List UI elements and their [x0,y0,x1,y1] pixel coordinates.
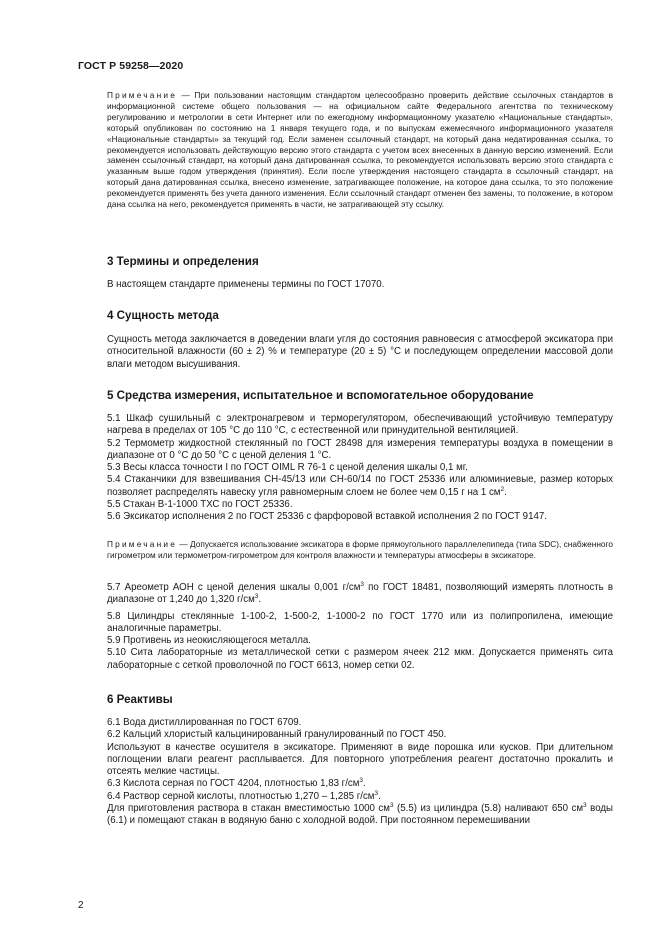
item-6-4-text: Для приготовления раствора в стакан вместимостью 1000 $см^3$ (5.5) из цилиндра (5.8) наливают 650 $см^3$ воды (6.1) и помещают стакан в водяную баню с холодной водой. При постоянном перемешивании [107,801,613,827]
document-header: ГОСТ Р 59258—2020 [78,60,184,72]
item-6-2: 6.2 Кальций хлористый кальцинированный гранулированный по ГОСТ 450. [107,729,447,741]
item-5-7: 5.7 Ареометр АОН с ценой деления шкалы 0,001 $г/см^3$ по ГОСТ 18481, позволяющий измерять плотность в диапазоне от 1,240 до 1,320 $г/см^3$. [107,580,613,606]
item-6-3: 6.3 Кислота серная по ГОСТ 4204, плотностью 1,83 $г/см^3$. [107,777,366,790]
note-5-6: Примечание — Допускается использование эксикатора в форме прямоугольного параллелепипеда (типа SDC), снабженного гигрометром или термометром-гигрометром для контроля влажности и температуры атмосферы в эксикаторе. [107,539,613,560]
section-3-heading: 3 Термины и определения [107,255,259,268]
note-references [78,90,613,210]
item-5-5: 5.5 Стакан В-1-1000 ТХС по ГОСТ 25336. [107,499,293,511]
section-4-heading: 4 Сущность метода [107,309,219,322]
section-6-heading: 6 Реактивы [107,693,173,706]
item-5-9: 5.9 Противень из неокисляющегося металла. [107,635,311,647]
section-4-text: Сущность метода заключается в доведении влаги угля до состояния равновесия с атмосферой эксикатора при относительной влажности (60 ± 2) % и температуре (20 ± 5) °С и последующем определении массовой доли влаги методом высушивания. [107,334,613,370]
item-5-6: 5.6 Эксикатор исполнения 2 по ГОСТ 25336 с фарфоровой вставкой исполнения 2 по ГОСТ 9147. [107,511,547,523]
item-5-1: 5.1 Шкаф сушильный с электронагревом и терморегулятором, обеспечивающий устойчивую температуру нагрева в пределах от 105 °С до 110 °С, с естественной или принудительной вентиляцией. [107,413,613,437]
item-5-8: 5.8 Цилиндры стеклянные 1-100-2, 1-500-2, 1-1000-2 по ГОСТ 1770 или из полипропилена, имеющие аналогичные параметры. [107,610,613,634]
item-5-4: 5.4 Стаканчики для взвешивания СН-45/13 или СН-60/14 по ГОСТ 25336 или алюминиевые, размер которых позволяет распределять навеску угля равномерным слоем не более чем 0,15 г на 1 $см^2$. [107,474,613,498]
page-number: 2 [78,900,84,911]
item-6-2-text: Используют в качестве осушителя в эксикаторе. Применяют в виде порошка или кусков. При длительном поглощении влаги реагент расплывается. Для повторного употребления реагент достаточно прокалить и отсеять мелкие частицы. [107,741,613,778]
note-label-2: Примечание [107,539,178,549]
note-label: Примечание [107,90,178,100]
section-5-heading: 5 Средства измерения, испытательное и вспомогательное оборудование [107,389,534,402]
item-6-4: 6.4 Раствор серной кислоты, плотностью 1,270 – 1,285 $г/см^3$. [107,789,381,802]
item-5-10: 5.10 Сита лабораторные из металлической сетки с размером ячеек 212 мкм. Допускается применять сита лабораторные с сеткой проволочной по ГОСТ 6613, номер сетки 02. [107,647,613,671]
item-5-2: 5.2 Термометр жидкостной стеклянный по ГОСТ 28498 для измерения температуры воздуха в помещении в диапазоне от 0 °С до 50 °С с ценой деления 1 °С. [107,437,613,461]
note-text: — При пользовании настоящим стандартом целесообразно проверить действие ссылочных стандартов в информационной системе общего пользования — на официальном сайте Федерального агентства по техническому регулированию и метрологии в сети Интернет или по ежегодному информационному указателю «Национальные стандарты», который опубликован по состоянию на 1 января текущего года, и по выпускам ежемесячного информационного указателя «Национальные стандарты» за текущий год. Если заменен ссылочный стандарт, на который дана недатированная ссылка, то рекомендуется использовать действующую версию этого стандарта с учетом всех внесенных в данную версию изменений. Если заменен ссылочный стандарт, на который дана датированная ссылка, то рекомендуется использовать версию этого стандарта с указанным выше годом утверждения (принятия). Если после утверждения настоящего стандарта в ссылочный стандарт, на который дана датированная ссылка, внесено изменение, затрагивающее положение, на которое дана ссылка, то это положение рекомендуется применять без учета данного изменения. Если ссылочный стандарт отменен без замены, то положение, в котором дана ссылка на него, рекомендуется применять в части, не затрагивающей эту ссылку. [107,90,613,210]
section-6-body [78,717,613,828]
item-5-3: 5.3 Весы класса точности I по ГОСТ OIML R 76-1 с ценой деления шкалы 0,1 мг. [107,462,468,474]
section-3-text: В настоящем стандарте применены термины по ГОСТ 17070. [107,279,385,290]
section-5-body [78,413,613,524]
section-5-body-cont [78,582,613,672]
item-6-1: 6.1 Вода дистиллированная по ГОСТ 6709. [107,717,302,728]
